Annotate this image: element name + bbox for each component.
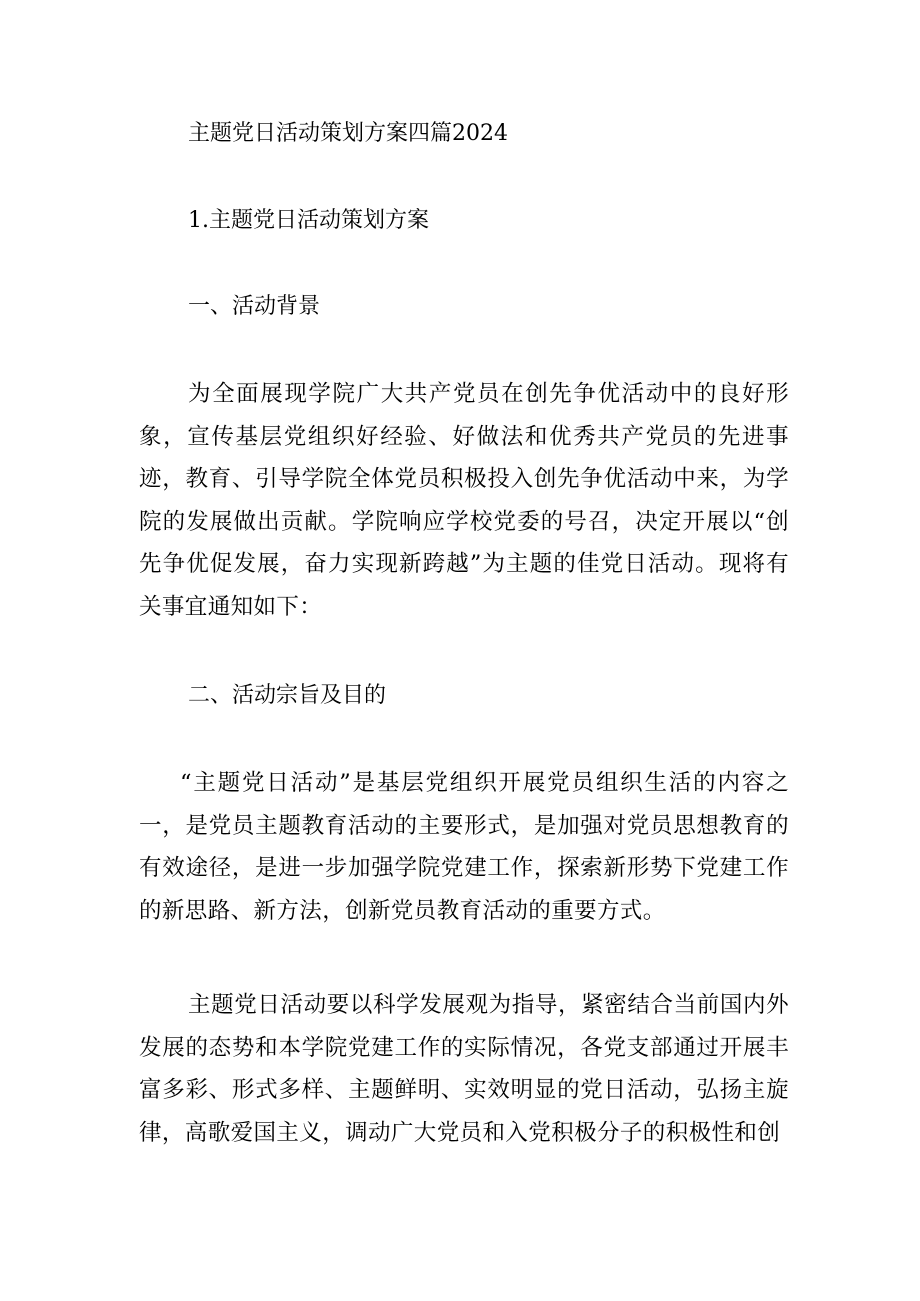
section-heading-purpose: 二、活动宗旨及目的 <box>188 683 387 708</box>
paragraph-purpose-1: “主题党日活动”是基层党组织开展党员组织生活的内容之一，是党员主题教育活动的主要形式，是加强对党员思想教育的有效途径，是进一步加强学院党建工作，探索新形势下党建工作的新思路、新方法，创新党员教育活动的重要方式。 <box>139 770 789 924</box>
paragraph-purpose-2: 主题党日活动要以科学发展观为指导，紧密结合当前国内外发展的态势和本学院党建工作的实际情况，各党支部通过开展丰富多彩、形式多样、主题鲜明、实效明显的党日活动，弘扬主旋律，高歌爱国主义，调动广大党员和入党积极分子的积极性和创 <box>139 992 789 1146</box>
document-subtitle: 1.主题党日活动策划方案 <box>188 208 429 233</box>
paragraph-background: 为全面展现学院广大共产党员在创先争优活动中的良好形象，宣传基层党组织好经验、好做法和优秀共产党员的先进事迹，教育、引导学院全体党员积极投入创先争优活动中来，为学院的发展做出贡献。学院响应学校党委的号召，决定开展以“创先争优促发展，奋力实现新跨越”为主题的佳党日活动。现将有关事宜通知如下： <box>139 381 789 620</box>
section-heading-background: 一、活动背景 <box>188 294 321 319</box>
document-title: 主题党日活动策划方案四篇2024 <box>188 121 508 146</box>
